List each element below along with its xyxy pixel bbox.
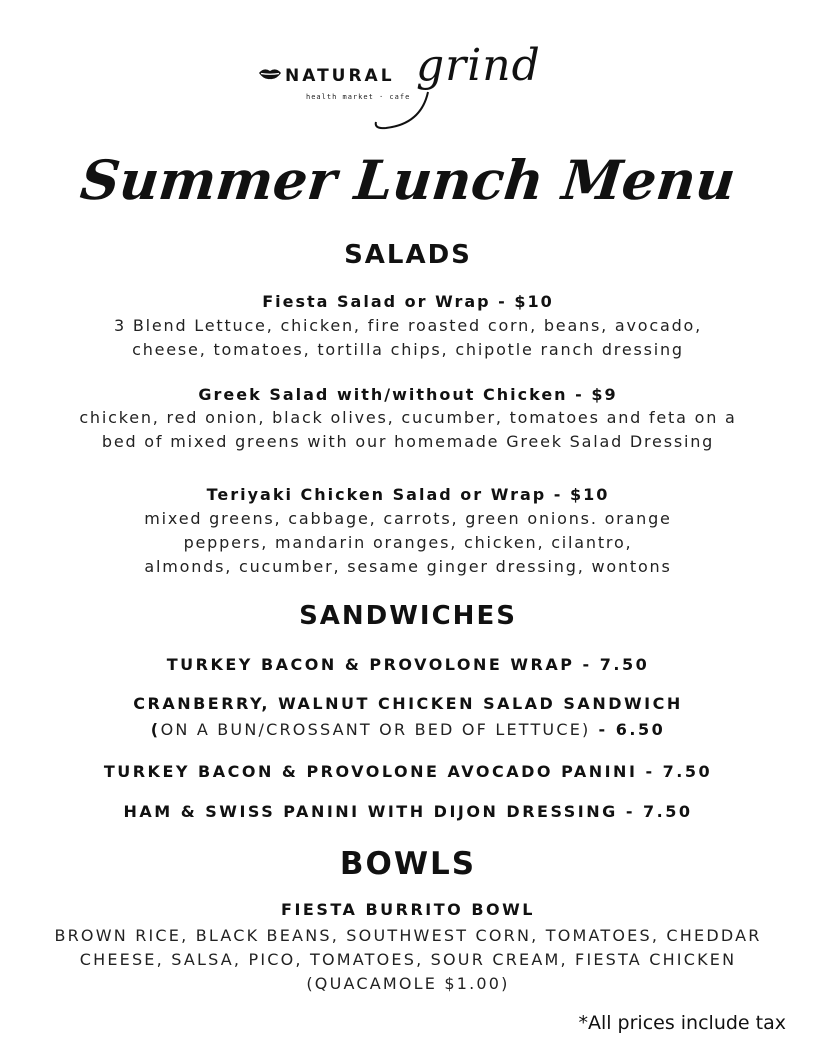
- salad-greek-name: Greek Salad with/without Chicken - $9: [198, 385, 618, 404]
- logo-brand: NATURAL: [285, 66, 395, 86]
- salad-fiesta-desc-2: cheese, tomatoes, tortilla chips, chipotle ranch dressing: [132, 340, 684, 359]
- bowl-fiesta-desc-3: (QUACAMOLE $1.00): [306, 974, 510, 993]
- salad-fiesta-name: Fiesta Salad or Wrap - $10: [262, 292, 554, 311]
- bowl-fiesta-desc-2: CHEESE, SALSA, PICO, TOMATOES, SOUR CREAM, FIESTA CHICKEN: [79, 950, 737, 969]
- bowls-heading: BOWLS: [339, 846, 477, 882]
- bowl-fiesta-desc-1: BROWN RICE, BLACK BEANS, SOUTHWEST CORN, TOMATOES, CHEDDAR: [54, 926, 762, 945]
- sandwich-cranberry-note: ON A BUN/CROSSANT OR BED OF LETTUCE): [160, 720, 591, 739]
- tax-note: *All prices include tax: [578, 1012, 786, 1034]
- menu-title: Summer Lunch Menu: [77, 148, 739, 212]
- sandwich-ham-swiss: HAM & SWISS PANINI WITH DIJON DRESSING - 7.50: [123, 802, 693, 821]
- salad-fiesta-desc-1: 3 Blend Lettuce, chicken, fire roasted corn, beans, avocado,: [113, 316, 702, 335]
- sandwich-turkey-wrap: TURKEY BACON & PROVOLONE WRAP - 7.50: [166, 655, 650, 674]
- salad-greek-desc-2: bed of mixed greens with our homemade Greek Salad Dressing: [101, 432, 715, 451]
- salad-teriyaki-desc-3: almonds, cucumber, sesame ginger dressing, wontons: [144, 557, 672, 576]
- logo-tagline: health market · cafe: [306, 93, 411, 101]
- salad-greek-desc-1: chicken, red onion, black olives, cucumber, tomatoes and feta on a: [79, 408, 737, 427]
- sandwiches-heading: SANDWICHES: [299, 601, 517, 631]
- salad-teriyaki-desc-2: peppers, mandarin oranges, chicken, cilantro,: [183, 533, 633, 552]
- sandwich-cranberry-open-paren: (: [150, 720, 161, 739]
- sandwich-cranberry-note-line: [0, 720, 816, 739]
- sandwich-turkey-panini: TURKEY BACON & PROVOLONE AVOCADO PANINI - 7.50: [103, 762, 713, 781]
- sandwich-cranberry-price: - 6.50: [590, 720, 666, 739]
- bowl-fiesta-name: FIESTA BURRITO BOWL: [281, 900, 535, 919]
- logo-script: grind: [416, 40, 541, 91]
- lips-icon: [258, 67, 282, 81]
- logo: [256, 34, 556, 134]
- salads-heading: SALADS: [344, 240, 472, 270]
- salad-teriyaki-desc-1: mixed greens, cabbage, carrots, green onions. orange: [144, 509, 672, 528]
- logo-swirl: [366, 74, 476, 132]
- salad-teriyaki-name: Teriyaki Chicken Salad or Wrap - $10: [206, 485, 610, 504]
- sandwich-cranberry-name: CRANBERRY, WALNUT CHICKEN SALAD SANDWICH: [133, 694, 683, 713]
